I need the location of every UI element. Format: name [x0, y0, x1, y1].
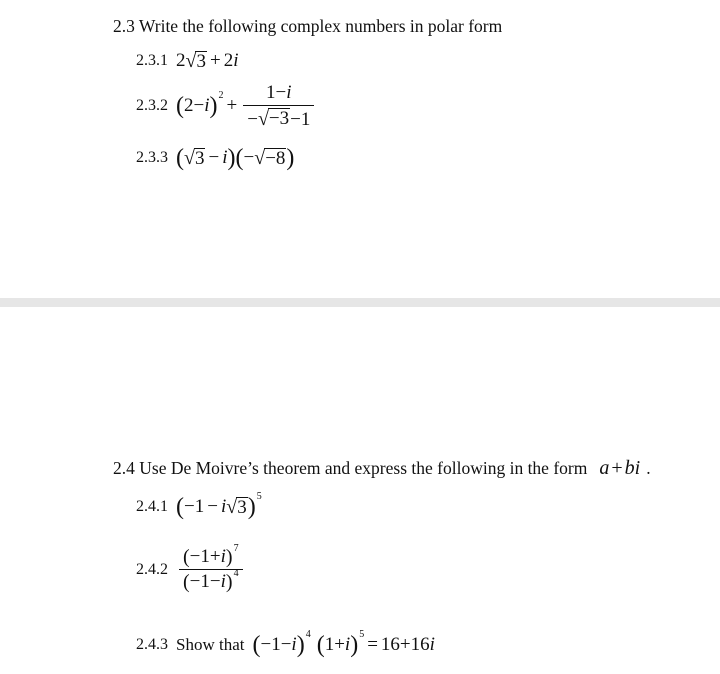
problem-number: 2.4.1 [136, 498, 168, 515]
numerator-op: + [209, 546, 221, 568]
imaginary-coefficient: 2 [223, 50, 234, 71]
expression: ( √ 3 − i ) ( − √ −8 ) [176, 145, 295, 171]
problem-number: 2.3.2 [136, 97, 168, 115]
plus-sign: + [226, 95, 238, 117]
page-divider [0, 298, 720, 307]
minus-sign: − [193, 95, 205, 117]
problem-2-3-3 [136, 146, 294, 170]
expression [176, 50, 238, 72]
minus-sign: − [207, 496, 218, 517]
section-2-3-heading: 2.3 Write the following complex numbers in polar form [113, 16, 503, 36]
second-op: + [334, 634, 345, 655]
numerator-exponent: 7 [233, 542, 239, 554]
problem-number: 2.4.2 [136, 560, 168, 578]
expression: ( −1 − i ) 4 ( 1 + i ) 5 = 16 + 16 i [252, 628, 435, 658]
numerator: ( −1 + i ) 7 [183, 542, 239, 568]
square-root: √ 3 [184, 147, 205, 170]
problem-2-3-2 [136, 83, 317, 130]
negation: − [243, 147, 255, 168]
form-b: b [624, 457, 635, 479]
problem-2-4-2 [136, 542, 246, 593]
section-2-4-heading [113, 457, 651, 480]
numerator-unit: i [220, 546, 226, 568]
expression [176, 542, 246, 593]
numerator-real: 1 [266, 82, 276, 103]
expression: ( 2 − i ) 2 + 1−i − √ −3 −1 [176, 83, 317, 130]
radicand: 3 [196, 50, 206, 72]
problem-label: Show that [176, 635, 245, 654]
base-real: 2 [184, 95, 194, 117]
second-unit: i [344, 634, 351, 655]
section-2-4-panel [0, 307, 720, 674]
equals-sign: = [367, 634, 378, 655]
first-real: −1 [260, 634, 281, 655]
problem-2-4-3 [136, 628, 435, 658]
rhs-imag-coef: 16 [410, 634, 430, 655]
radicand: 3 [237, 496, 247, 518]
section-2-3-panel [0, 0, 720, 298]
real-part: −1 [184, 496, 205, 517]
imaginary-unit: i [233, 50, 239, 71]
denominator-op: − [209, 571, 221, 593]
problem-number: 2.4.3 [136, 636, 168, 653]
denominator-negation: − [247, 108, 258, 130]
denominator-constant: 1 [300, 108, 311, 130]
exponent: 2 [218, 89, 224, 101]
plus-sign: + [209, 50, 221, 71]
fraction [243, 83, 314, 130]
radicand: 3 [194, 147, 205, 169]
denominator-unit: i [220, 571, 226, 593]
first-unit: i [291, 634, 297, 655]
minus-sign: − [208, 147, 220, 168]
denominator: ( −1 − i ) 4 [179, 569, 243, 592]
first-op: − [280, 634, 292, 655]
form-period: . [646, 458, 651, 478]
rhs-plus: + [399, 634, 411, 655]
imaginary-unit: i [204, 95, 210, 117]
denominator-real: −1 [189, 571, 210, 593]
numerator-minus: − [275, 82, 287, 103]
rhs-real: 16 [380, 634, 400, 655]
numerator [262, 83, 296, 105]
expression: ( −1 − i √ 3 ) 5 [176, 490, 262, 520]
form-i: i [634, 457, 641, 479]
square-root: √ −8 [254, 147, 286, 170]
problem-2-4-1 [136, 490, 262, 520]
form-a: a [599, 457, 610, 479]
square-root: √ −3 [257, 107, 290, 130]
radicand: −8 [265, 147, 286, 169]
form-plus: + [611, 457, 623, 479]
first-exponent: 4 [305, 628, 311, 640]
coefficient: 2 [176, 50, 186, 71]
radicand: −3 [268, 107, 290, 129]
heading-text: 2.4 Use De Moivre’s theorem and express the following in the form [113, 458, 588, 478]
square-root: √ 3 [185, 50, 206, 73]
exponent: 5 [256, 490, 262, 502]
square-root: √ 3 [226, 496, 247, 519]
problem-2-3-1 [136, 50, 238, 72]
numerator-real: −1 [189, 546, 210, 568]
imaginary-unit: i [222, 147, 228, 168]
fraction [179, 542, 243, 593]
second-real: 1 [324, 634, 335, 655]
denominator [243, 105, 314, 130]
second-exponent: 5 [359, 628, 365, 640]
denominator-minus: − [290, 108, 301, 130]
denominator-exponent: 4 [233, 567, 239, 579]
imaginary-unit: i [220, 496, 227, 517]
problem-number: 2.3.1 [136, 52, 168, 69]
numerator-unit: i [286, 82, 292, 103]
problem-number: 2.3.3 [136, 149, 168, 166]
rhs-unit: i [429, 634, 435, 655]
